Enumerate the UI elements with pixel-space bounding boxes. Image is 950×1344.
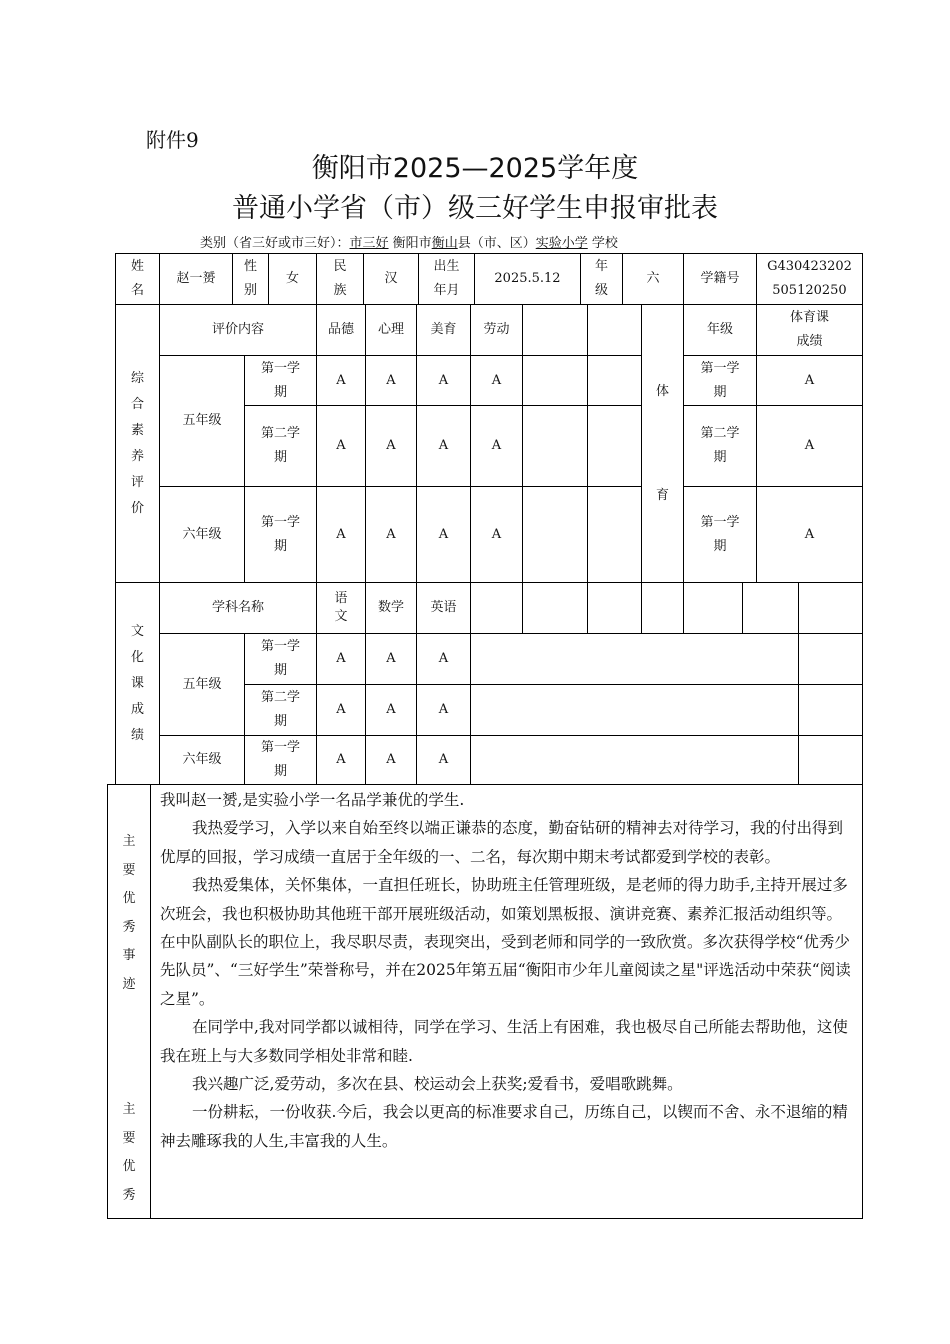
pe-term: 第一学 期 bbox=[700, 514, 740, 554]
pe-side-label: 体 育 bbox=[655, 383, 669, 503]
county-name: 衡山 bbox=[431, 236, 458, 251]
school-suffix: 学校 bbox=[591, 236, 618, 251]
student-id-label: 学籍号 bbox=[700, 271, 740, 286]
quality-col-mental: 心理 bbox=[377, 322, 404, 337]
student-name: 赵一赟 bbox=[176, 271, 216, 286]
form-title-line2: 普通小学省（市）级三好学生申报审批表 bbox=[232, 193, 718, 224]
quality-score: A bbox=[491, 372, 502, 388]
category-line bbox=[200, 232, 618, 251]
pe-term: 第一学 期 bbox=[700, 360, 740, 400]
pe-score-header: 体育课 成绩 bbox=[789, 310, 829, 349]
quality-score: A bbox=[386, 526, 396, 542]
city-name: 衡阳市 bbox=[392, 236, 432, 251]
ethnic-label: 民 族 bbox=[333, 259, 347, 298]
culture-term-2: 第二学 期 bbox=[260, 690, 300, 729]
grade-label: 年 级 bbox=[594, 259, 608, 298]
quality-score: A bbox=[386, 372, 396, 388]
quality-score: A bbox=[336, 438, 346, 453]
category-value: 市三好 bbox=[349, 236, 389, 251]
pe-grade-header: 年级 bbox=[706, 322, 733, 337]
culture-term-3: 第一学 期 bbox=[260, 740, 300, 779]
culture-col-english: 英语 bbox=[430, 600, 457, 615]
culture-col-chinese: 语 文 bbox=[334, 591, 348, 624]
culture-header-label: 学科名称 bbox=[211, 600, 264, 615]
quality-grade5-label: 五年级 bbox=[182, 413, 222, 428]
student-grade: 六 bbox=[646, 271, 660, 286]
quality-col-labor: 劳动 bbox=[483, 322, 510, 337]
student-birth: 2025.5.12 bbox=[494, 271, 561, 286]
school-name: 实验小学 bbox=[535, 236, 588, 251]
deeds-paragraph: 在同学中,我对同学都以诚相待，同学在学习、生活上有困难，我也极尽自己所能去帮助他，这使我在班上与大多数同学相处非常和睦. bbox=[160, 1018, 848, 1065]
quality-score: A bbox=[336, 526, 346, 542]
deeds-paragraph: 一份耕耘，一份收获.今后，我会以更高的标准要求自己，历练自己，以锲而不舍、永不退缩的精神去雕琢我的人生,丰富我的人生。 bbox=[160, 1103, 848, 1150]
category-prefix: 类别（省三好或市三好）： bbox=[200, 236, 350, 251]
culture-grade5-label: 五年级 bbox=[182, 676, 222, 692]
deeds-paragraph: 我热爱集体，关怀集体，一直担任班长，协助班主任管理班级，是老师的得力助手,主持开展过多次班会，我也积极协助其他班干部开展班级活动，如策划黑板报、演讲竞赛、素养汇报活动组织等。在中队副队长的职位上，我尽职尽责，表现突出，受到老师和同学的一致欣赏。多次获得学校“优秀少先队员”、“三好学生”荣誉称号，并在2025年第五届“衡阳市少年儿童阅读之星"评选活动中荣获“阅读之星”。 bbox=[160, 876, 851, 1008]
culture-score: A bbox=[336, 651, 346, 666]
pe-score: A bbox=[804, 526, 815, 542]
culture-term-1: 第一学 期 bbox=[260, 639, 300, 678]
culture-score: A bbox=[336, 702, 346, 717]
county-suffix: 县（市、区） bbox=[457, 236, 536, 251]
pe-term: 第二学 期 bbox=[700, 426, 740, 465]
quality-side-label: 综 合 素 养 评 价 bbox=[130, 370, 144, 516]
quality-score: A bbox=[386, 438, 396, 453]
student-gender: 女 bbox=[285, 271, 299, 286]
deeds-side-label: 主 要 优 秀 事 迹 bbox=[122, 834, 136, 992]
name-label: 姓 名 bbox=[130, 259, 144, 298]
student-ethnic: 汉 bbox=[384, 271, 398, 286]
culture-grade6-label: 六年级 bbox=[182, 752, 222, 767]
culture-side-label: 文 化 课 成 绩 bbox=[130, 623, 144, 743]
quality-score: A bbox=[438, 526, 449, 542]
culture-score: A bbox=[386, 651, 396, 666]
culture-score: A bbox=[386, 752, 396, 767]
quality-score: A bbox=[438, 372, 449, 388]
quality-header-label: 评价内容 bbox=[211, 322, 264, 337]
quality-grade6-label: 六年级 bbox=[182, 526, 222, 542]
birth-label: 出生 年月 bbox=[433, 259, 460, 298]
quality-term-3: 第一学 期 bbox=[260, 514, 300, 554]
culture-score: A bbox=[438, 702, 449, 717]
culture-score: A bbox=[386, 702, 396, 717]
quality-score: A bbox=[491, 438, 502, 453]
attachment-label: 附件9 bbox=[146, 128, 199, 152]
quality-col-art: 美育 bbox=[430, 322, 457, 337]
quality-score: A bbox=[438, 438, 449, 453]
culture-score: A bbox=[438, 651, 449, 666]
gender-label: 性 别 bbox=[243, 259, 257, 298]
culture-col-math: 数学 bbox=[377, 600, 404, 615]
pe-score: A bbox=[804, 438, 815, 453]
culture-score: A bbox=[336, 752, 346, 767]
deeds-text bbox=[160, 786, 856, 1155]
pe-score: A bbox=[804, 372, 815, 388]
quality-col-moral: 品德 bbox=[327, 322, 354, 337]
quality-score: A bbox=[491, 526, 502, 542]
quality-term-2: 第二学 期 bbox=[260, 426, 300, 465]
form-title-line1: 衡阳市2025—2025学年度 bbox=[311, 153, 639, 184]
student-id: G430423202 505120250 bbox=[767, 259, 852, 298]
quality-term-1: 第一学 期 bbox=[260, 360, 300, 400]
deeds-side-label-repeat: 主 要 优 秀 bbox=[122, 1102, 136, 1203]
deeds-paragraph: 我热爱学习，入学以来自始至终以端正谦恭的态度，勤奋钻研的精神去对待学习，我的付出得到优厚的回报，学习成绩一直居于全年级的一、二名，每次期中期末考试都爱到学校的表彰。 bbox=[160, 819, 844, 866]
culture-score: A bbox=[438, 752, 449, 767]
quality-score: A bbox=[336, 372, 346, 388]
deeds-paragraph: 我叫赵一赟,是实验小学一名品学兼优的学生. bbox=[160, 791, 465, 809]
deeds-paragraph: 我兴趣广泛,爱劳动，多次在县、校运动会上获奖;爱看书，爱唱歌跳舞。 bbox=[192, 1075, 683, 1094]
